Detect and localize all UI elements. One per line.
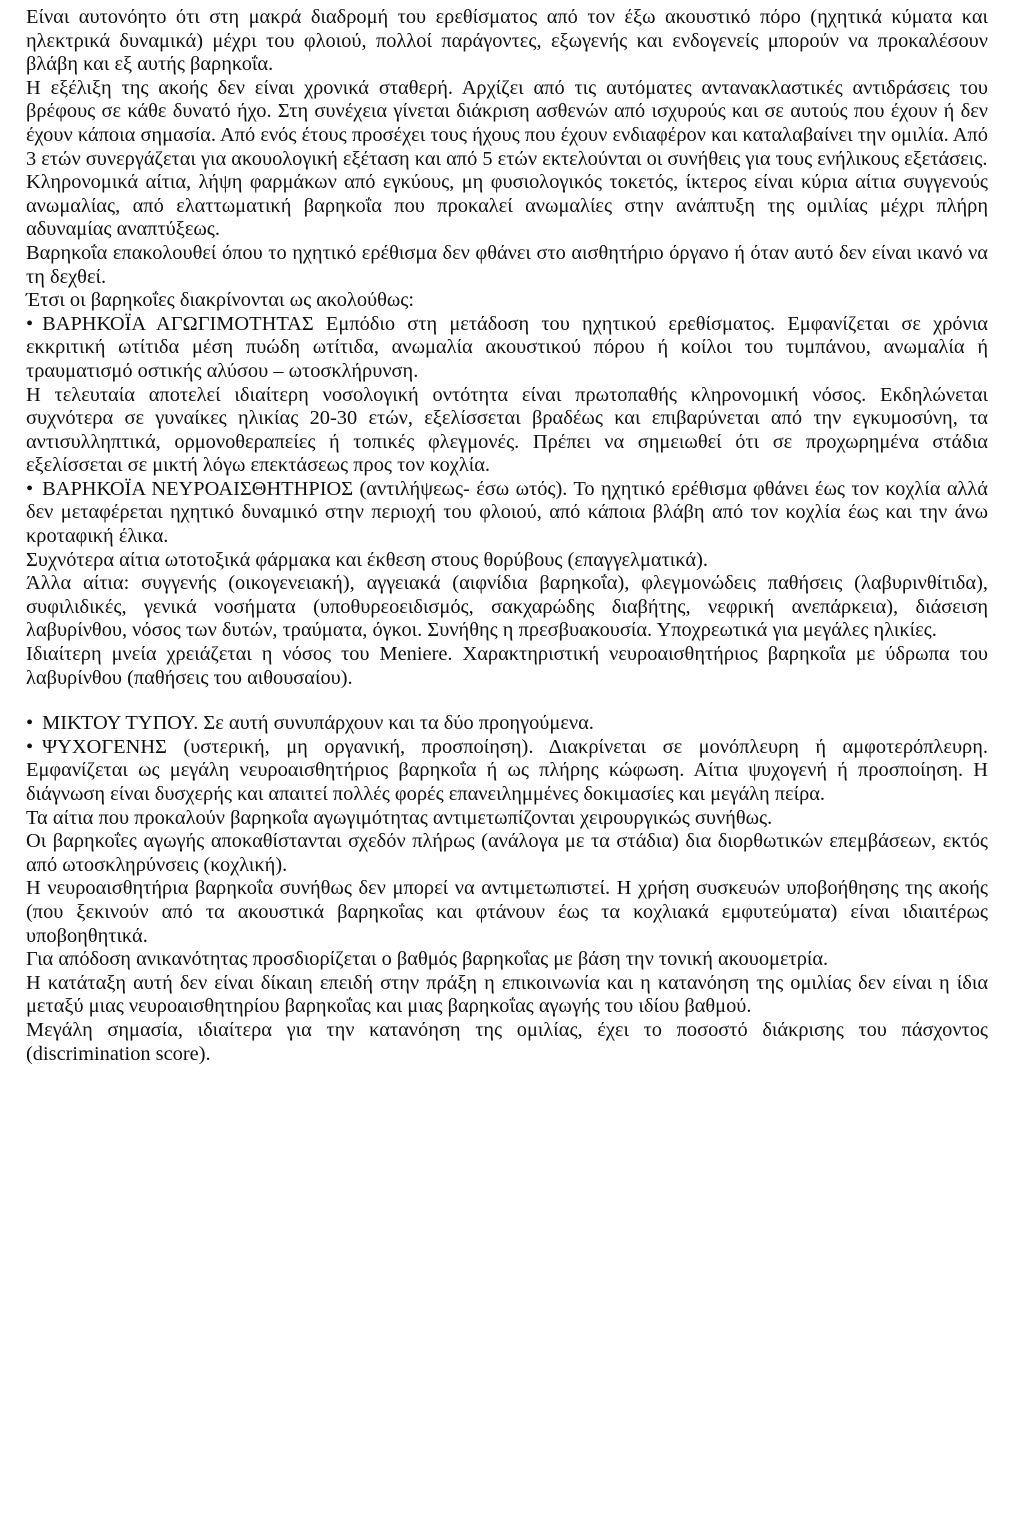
paragraph-otosclerosis: Η τελευταία αποτελεί ιδιαίτερη νοσολογική οντότητα είναι πρωτοπαθής κληρονομική νόσος. Εκδηλώνεται συχνότερα σε γυναίκες ηλικίας 20-30 ετών, εξελίσσεται βραδέως και επιβαρύνεται από την εγκυμοσύνη, τα αντισυλληπτικά, ορμονοθεραπείες ή τοπικές φλεγμονές. Πρέπει να σημειωθεί ότι σε προχωρημένα στάδια εξελίσσεται σε μικτή λόγω επεκτάσεως προς τον κοχλία. <box>26 383 988 477</box>
paragraph-congenital-causes: Κληρονομικά αίτια, λήψη φαρμάκων από εγκύους, μη φυσιολογικός τοκετός, ίκτερος είναι κύρια αίτια συγγενούς ανωμαλίας, από ελαττωματική βαρηκοΐα που προκαλεί ανωμαλίες στην ανάπτυξη της ομιλίας μέχρι πλήρη αδυναμίας αναπτύξεως. <box>26 171 988 241</box>
paragraph-classification-intro: Έτσι οι βαρηκοΐες διακρίνονται ως ακολούθως: <box>26 289 415 312</box>
paragraph-common-causes: Συχνότερα αίτια ωτοτοξικά φάρμακα και έκθεση στους θορύβους (επαγγελματικά). <box>26 548 708 571</box>
paragraph-discrimination-score: Μεγάλη σημασία, ιδιαίτερα για την κατανόηση της ομιλίας, έχει το ποσοστό διάκρισης του πάσχοντος (discrimination score). <box>26 1018 988 1065</box>
bullet-psychogenic <box>26 736 988 807</box>
bullet-text: ΒΑΡΗΚΟΪΑ ΝΕΥΡΟΑΙΣΘΗΤΗΡΙΟΣ (αντιλήψεως- έσω ωτός). Το ηχητικό ερέθισμα φθάνει έως τον κοχλία αλλά δεν μεταφέρεται ηχητικό δυναμικό στην περιοχή του φλοιού, από κάποια βλάβη από τον κοχλία έως και την άνω κροταφική έλικα. <box>26 477 988 548</box>
bullet-text: ΨΥΧΟΓΕΝΗΣ (υστερική, μη οργανική, προσποίηση). Διακρίνεται σε μονόπλευρη ή αμφοτερόπλευρη. Εμφανίζεται ως μεγάλη νευροαισθητήριος βαρηκοΐα ή ως πλήρης κώφωση. Αίτια ψυχογενή ή προσποίηση. Η διάγνωση είναι δυσχερής και απαιτεί πολλές φορές επανειλημμένες δοκιμασίες και μεγάλη πείρα. <box>26 735 988 805</box>
bullet-sensorineural-hearing-loss <box>26 478 988 549</box>
paragraph-definition: Βαρηκοΐα επακολουθεί όπου το ηχητικό ερέθισμα δεν φθάνει στο αισθητήριο όργανο ή όταν αυτό δεν είναι ικανό να τη δεχθεί. <box>26 241 988 288</box>
paragraph-conductive-recovery: Οι βαρηκοΐες αγωγής αποκαθίστανται σχεδόν πλήρως (ανάλογα με τα στάδια) δια διορθωτικών επεμβάσεων, εκτός από ωτοσκληρύνσεις (κοχλική). <box>26 830 988 876</box>
bullet-marker: • <box>26 735 34 758</box>
bullet-marker: • <box>26 312 34 335</box>
bullet-mixed-type <box>26 712 988 736</box>
bullet-text: ΒΑΡΗΚΟΪΑ ΑΓΩΓΙΜΟΤΗΤΑΣ Εμπόδιο στη μετάδοση του ηχητικού ερεθίσματος. Εμφανίζεται σε χρόνια εκκριτική ωτίτιδα μέση πυώδη ωτίτιδα, ανωμαλία ακουστικού πόρου ή κοίλοι του τυμπάνου, ανωμαλία ή τραυματισμό οστικής αλύσου – ωτοσκλήρυνση. <box>26 312 988 382</box>
paragraph-spacer <box>26 690 988 712</box>
bullet-marker: • <box>26 712 34 735</box>
bullet-conductive-hearing-loss <box>26 313 988 384</box>
bullet-text: ΜΙΚΤΟΥ ΤΥΠΟΥ. Σε αυτή συνυπάρχουν και τα δύο προηγούμενα. <box>42 712 594 735</box>
bullet-marker: • <box>26 477 34 500</box>
paragraph-meniere: Ιδιαίτερη μνεία χρειάζεται η νόσος του Meniere. Χαρακτηριστική νευροαισθητήριος βαρηκοΐα με ύδρωπα του λαβυρίνθου (παθήσεις του αιθουσαίου). <box>26 643 988 689</box>
paragraph-intro: Είναι αυτονόητο ότι στη μακρά διαδρομή του ερεθίσματος από τον έξω ακουστικό πόρο (ηχητικά κύματα και ηλεκτρικά δυναμικά) μέχρι του φλοιού, πολλοί παράγοντες, εξωγενής και ενδογενείς μπορούν να προκαλέσουν βλάβη και εξ αυτής βαρηκοΐα. <box>26 6 988 76</box>
paragraph-surgical-treatment: Τα αίτια που προκαλούν βαρηκοΐα αγωγιμότητας αντιμετωπίζονται χειρουργικώς συνήθως. <box>26 806 773 829</box>
paragraph-disability-assessment: Για απόδοση ανικανότητας προσδιορίζεται ο βαθμός βαρηκοΐας με βάση την τονική ακουομετρία. <box>26 948 829 971</box>
paragraph-hearing-aids: Η νευροαισθητήρια βαρηκοΐα συνήθως δεν μπορεί να αντιμετωπιστεί. Η χρήση συσκευών υποβοήθησης της ακοής (που ξεκινούν από τα ακουστικά βαρηκοΐας και φτάνουν έως τα κοχλιακά εμφυτεύματα) είναι ιδιαιτέρως υποβοηθητικά. <box>26 877 988 947</box>
paragraph-hearing-development: Η εξέλιξη της ακοής δεν είναι χρονικά σταθερή. Αρχίζει από τις αυτόματες αντανακλαστικές αντιδράσεις του βρέφους σε κάθε δυνατό ήχο. Στη συνέχεια γίνεται διάκριση ασθενών από ισχυρούς και σε αυτούς που έχουν ή δεν έχουν κάποια σημασία. Από ενός έτους προσέχει τους ήχους που έχουν ενδιαφέρον και καταλαβαίνει την ομιλία. Από 3 ετών συνεργάζεται για ακουολογική εξέταση και από 5 ετών εκτελούνται οι συνήθεις για τους ενήλικους εξετάσεις. <box>26 76 988 170</box>
paragraph-classification-fairness: Η κατάταξη αυτή δεν είναι δίκαιη επειδή στην πράξη η επικοινωνία και η κατανόηση της ομιλίας δεν είναι η ίδια μεταξύ μιας νευροαισθητηρίου βαρηκοΐας και μιας βαρηκοΐας αγωγής του ιδίου βαθμού. <box>26 971 988 1018</box>
paragraph-other-causes: Άλλα αίτια: συγγενής (οικογενειακή), αγγειακά (αιφνίδια βαρηκοΐα), φλεγμονώδεις παθήσεις (λαβυρινθίτιδα), συφιλιδικές, γενικά νοσήματα (υποθυρεοειδισμός, σακχαρώδης διαβήτης, νεφρική ανεπάρκεια), διάσειση λαβυρίνθου, νόσος των δυτών, τραύματα, όγκοι. Συνήθης η πρεσβυακουσία. Υποχρεωτικά για μεγάλες ηλικίες. <box>26 572 988 642</box>
